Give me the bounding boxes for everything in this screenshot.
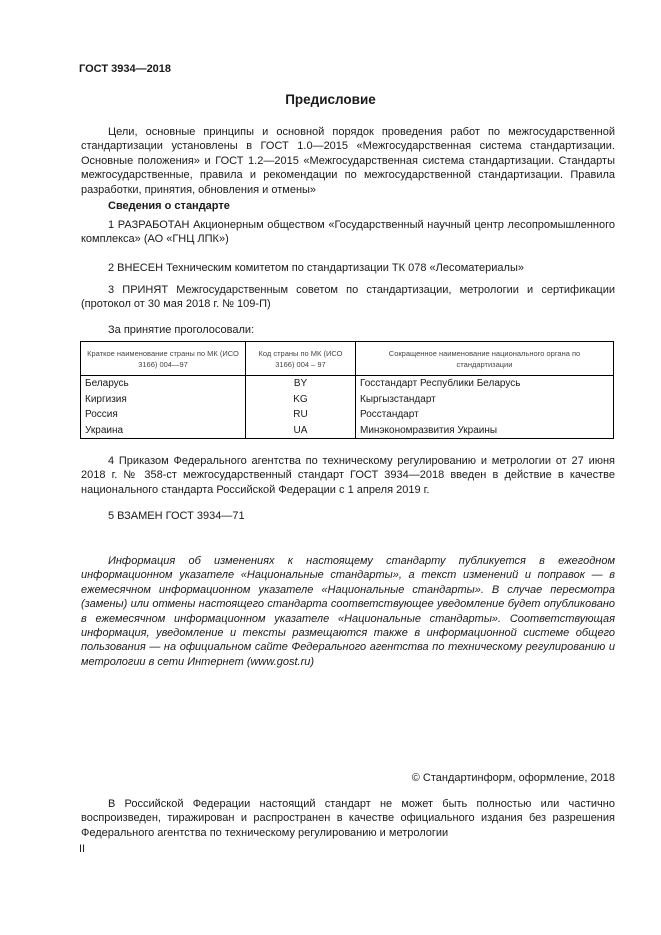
item-2-text: 2 ВНЕСЕН Техническим комитетом по стандартизации ТК 078 «Лесоматериалы» [108, 262, 524, 274]
header-body: Сокращенное наименование национального органа по стандартизации [356, 342, 614, 376]
page-title: Предисловие [285, 92, 376, 107]
header-country: Краткое наименование страны по МК (ИСО 3166) 004—97 [81, 342, 246, 376]
table-row [81, 407, 614, 423]
info-notice [81, 554, 615, 669]
voted-line [81, 323, 615, 337]
table-row [81, 423, 614, 439]
cell-body: Госстандарт Республики Беларусь [356, 376, 614, 392]
item-2 [81, 261, 615, 275]
cell-body: Минэкономразвития Украины [356, 423, 614, 439]
cell-country: Россия [81, 407, 246, 423]
cell-body: Кыргызстандарт [356, 392, 614, 408]
header-code: Код страны по МК (ИСО 3166) 004 – 97 [246, 342, 356, 376]
copyright-line: © Стандартинформ, оформление, 2018 [411, 772, 615, 784]
cell-code: RU [246, 407, 356, 423]
intro-text: Цели, основные принципы и основной порядок проведения работ по межгосударственной стандартизации установлены в ГОСТ 1.0—2015 «Межгосударственная система стандартизации. Основные положения» и ГОСТ 1.2—2015 «Межгосударственная система стандартизации. Стандарты межгосударственные, правила и рекомендации по межгосударственной стандартизации. Правила разработки, принятия, обновления и отмены» [81, 126, 615, 196]
item-3 [81, 283, 615, 312]
info-text: Информация об изменениях к настоящему стандарту публикуется в ежегодном информационном указателе «Национальные стандарты», а текст изменений и поправок — в ежемесячном информационном указателе «Национальные стандарты». В случае пересмотра (замены) или отмены настоящего стандарта соответствующее уведомление будет опубликовано в ежемесячном информационном указателе «Национальные стандарты». Соответствующая информация, уведомление и тексты размещаются также в информационной системе общего пользования — на официальном сайте Федерального агентства по техническому регулированию и метрологии в сети Интернет (www.gost.ru) [81, 555, 615, 668]
voted-text: За принятие проголосовали: [108, 324, 255, 336]
intro-paragraph [81, 125, 615, 197]
legal-notice [81, 797, 615, 840]
cell-code: UA [246, 423, 356, 439]
table-header-row [81, 342, 614, 376]
cell-code: KG [246, 392, 356, 408]
item-1-text: 1 РАЗРАБОТАН Акционерным обществом «Государственный научный центр лесопромышленного комплекса» (АО «ГНЦ ЛПК») [81, 219, 615, 246]
item-4 [81, 454, 615, 497]
table-row [81, 376, 614, 392]
cell-country: Украина [81, 423, 246, 439]
item-3-text: 3 ПРИНЯТ Межгосударственным советом по стандартизации, метрологии и сертификации (протокол от 30 мая 2018 г. № 109-П) [81, 284, 615, 311]
item-4-text: 4 Приказом Федерального агентства по техническому регулированию и метрологии от 27 июня 2018 г. № 358-ст межгосударственный стандарт ГОСТ 3934—2018 введен в действие в качестве национального стандарта Российской Федерации с 1 апреля 2019 г. [81, 455, 615, 496]
item-1 [81, 218, 615, 247]
item-5 [81, 509, 615, 523]
cell-country: Киргизия [81, 392, 246, 408]
document-header: ГОСТ 3934—2018 [79, 63, 172, 75]
cell-code: BY [246, 376, 356, 392]
cell-country: Беларусь [81, 376, 246, 392]
voting-table [80, 341, 614, 439]
item-5-text: 5 ВЗАМЕН ГОСТ 3934—71 [108, 510, 245, 522]
table-row [81, 392, 614, 408]
page-number: II [79, 843, 86, 855]
cell-body: Росстандарт [356, 407, 614, 423]
legal-text: В Российской Федерации настоящий стандарт не может быть полностью или частично воспроизведен, тиражирован и распространен в качестве официального издания без разрешения Федерального агентства по техническому регулированию и метрологии [81, 798, 615, 839]
section-subtitle: Сведения о стандарте [108, 200, 230, 212]
